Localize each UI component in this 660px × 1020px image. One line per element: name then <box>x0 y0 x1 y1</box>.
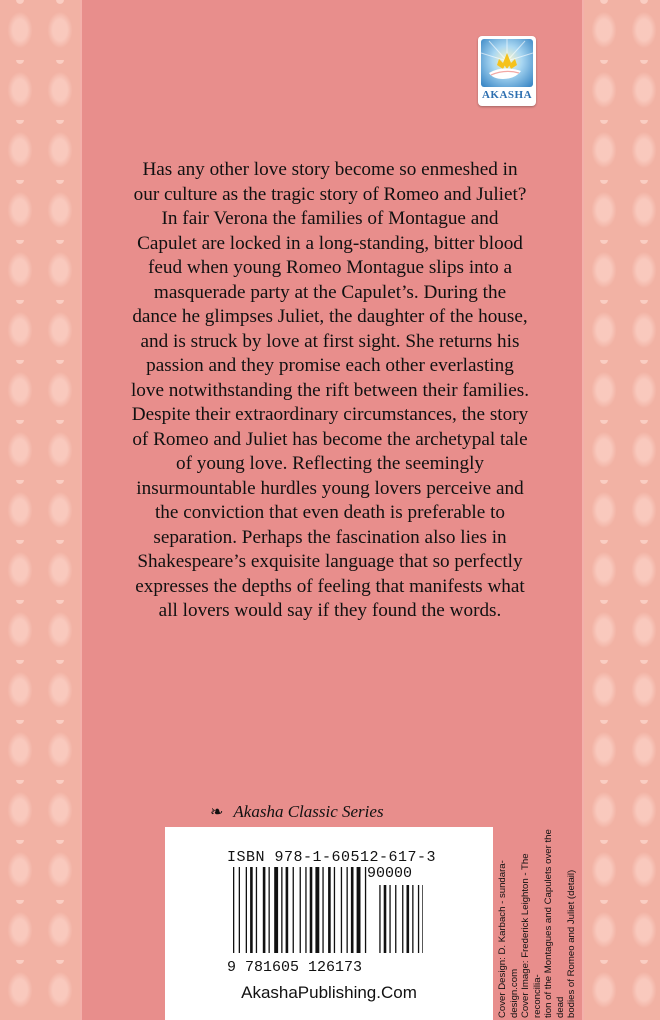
blurb-paragraph: Has any other love story become so enmeshed in our culture as the tragic story of Romeo and Juliet? In fair Verona the families of Montague and Capulet are locked in a long-standing, bitter blood feud when young Romeo Montague slips into a masquerade party at the Capulet’s. During the dance he glimpses Juliet, the daughter of the house, and is struck by love at first sight. She returns his passion and they promise each other everlasting love notwithstanding the rift between their families. <box>130 159 530 401</box>
credit-line: tion of the Montagues and Capulets over the dead <box>543 829 566 1018</box>
barcode-bar <box>365 867 366 953</box>
barcode-digits: 9 781605 126173 <box>227 959 363 976</box>
cover-credits <box>497 828 578 1018</box>
barcode-bar <box>402 885 403 953</box>
barcode-bar <box>293 867 294 953</box>
credit-line: Cover Design: D. Karbach - sundara-design.com <box>497 860 520 1018</box>
barcode-bar <box>418 885 419 953</box>
barcode-bar <box>341 867 342 953</box>
barcode-bar <box>239 867 240 953</box>
barcode-bar <box>395 885 396 953</box>
barcode-bar <box>357 867 361 953</box>
fleuron-icon: ❧ <box>210 804 224 821</box>
decorative-border-right <box>584 0 660 1020</box>
barcode-bar <box>269 867 270 953</box>
credit-line: Cover Image: Frederick Leighton - The reconcilia- <box>520 853 543 1018</box>
barcode-icon <box>233 867 423 959</box>
barcode-bar <box>256 867 257 953</box>
publisher-website: AkashaPublishing.Com <box>241 983 417 1002</box>
barcode-bar <box>274 867 278 953</box>
barcode-bar <box>322 867 323 953</box>
barcode-bar <box>389 885 390 953</box>
barcode-bar <box>351 867 354 953</box>
logo-wordmark: AKASHA <box>481 89 533 101</box>
series-label <box>210 802 384 822</box>
decorative-border-left <box>0 0 80 1020</box>
barcode-bar <box>328 867 331 953</box>
price-addon: 90000 <box>367 865 413 882</box>
publisher-logo <box>478 36 536 106</box>
blurb-paragraph: Despite their extraordinary circumstances, the story of Romeo and Juliet has become the archetypal tale of young love. Reflecting the seemingly insurmountable hurdles young lovers perceive and the conviction that even death is preferable to separation. Perhaps the fascination also lies in Shakespeare’s exquisite language that so perfectly expresses the depths of feeling that manifests what all lovers would say if they found the words. <box>131 404 529 621</box>
barcode-bar <box>310 867 313 953</box>
series-title: Akasha Classic Series <box>233 802 384 821</box>
barcode-bar <box>250 867 253 953</box>
barcode-bar <box>412 885 413 953</box>
barcode-bar <box>246 867 247 953</box>
barcode-bar <box>422 885 423 953</box>
isbn-label: ISBN 978-1-60512-617-3 <box>227 849 437 866</box>
barcode-bar <box>407 885 410 953</box>
barcode-bar <box>384 885 387 953</box>
barcode-bar <box>334 867 335 953</box>
barcode-bar <box>286 867 289 953</box>
barcode-bar <box>281 867 282 953</box>
barcode-box <box>165 827 493 1020</box>
credit-line: bodies of Romeo and Juliet (detail) <box>566 869 577 1018</box>
barcode-bar <box>305 867 306 953</box>
barcode-bar <box>315 867 319 953</box>
barcode-bar <box>347 867 348 953</box>
barcode-bar <box>233 867 234 953</box>
barcode-bar <box>263 867 266 953</box>
lotus-icon <box>481 39 533 87</box>
back-cover-blurb <box>130 158 530 624</box>
barcode-bar <box>300 867 301 953</box>
barcode-bar <box>379 885 380 953</box>
